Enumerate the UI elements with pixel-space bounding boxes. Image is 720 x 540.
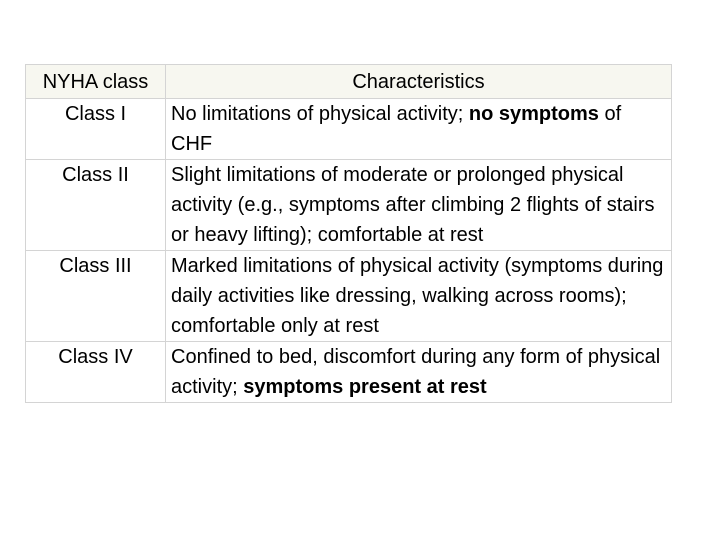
table-row — [26, 160, 672, 251]
class-cell: Class IV — [26, 342, 166, 403]
header-characteristics: Characteristics — [166, 65, 672, 99]
desc-text: Confined to bed, discomfort during any form of physical activity; — [171, 346, 661, 398]
characteristics-cell: Slight limitations of moderate or prolonged physical activity (e.g., symptoms after climbing 2 flights of stairs or heavy lifting); comfortable at rest — [166, 160, 672, 251]
class-cell: Class II — [26, 160, 166, 251]
characteristics-cell — [166, 342, 672, 403]
desc-text: No limitations of physical activity; — [171, 103, 469, 125]
header-nyha-class: NYHA class — [26, 65, 166, 99]
desc-text: of CHF — [171, 103, 622, 155]
nyha-classification-table — [25, 64, 672, 403]
characteristics-cell: Marked limitations of physical activity (symptoms during daily activities like dressing, walking across rooms); comfortable only at rest — [166, 251, 672, 342]
table-row — [26, 251, 672, 342]
table-header-row — [26, 65, 672, 99]
table-row — [26, 342, 672, 403]
desc-bold-text: symptoms present at rest — [243, 376, 487, 398]
desc-bold-text: no symptoms — [468, 103, 599, 125]
table-row — [26, 99, 672, 160]
characteristics-cell — [166, 99, 672, 160]
class-cell: Class III — [26, 251, 166, 342]
class-cell: Class I — [26, 99, 166, 160]
